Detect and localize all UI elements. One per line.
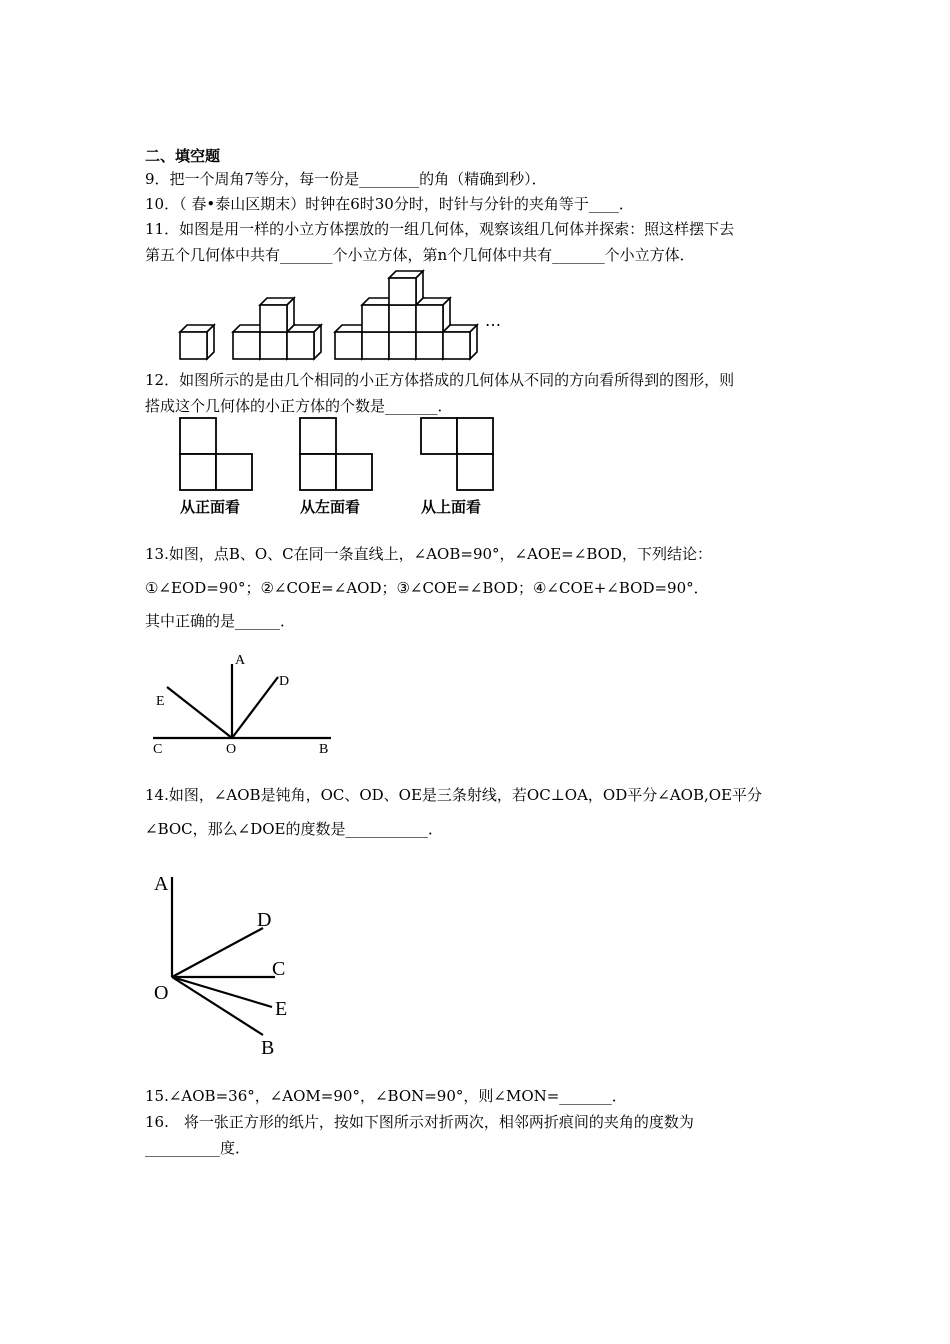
question-10: 10．（ 春•泰山区期末）时钟在6时30分时，时针与分针的夹角等于____． — [145, 195, 634, 213]
label-a: A — [154, 873, 169, 895]
question-13-line-3: 其中正确的是______． — [145, 612, 296, 630]
section-title: 二、填空题 — [145, 147, 221, 165]
top-view — [421, 418, 493, 490]
question-13-line-2: ①∠EOD=90°；②∠COE=∠AOD；③∠COE=∠BOD；④∠COE+∠BOD=90°． — [145, 579, 709, 597]
front-view — [180, 418, 252, 490]
ray-oe — [172, 977, 272, 1007]
ray-oe — [167, 687, 232, 738]
question-9: 9．把一个周角7等分，每一份是________的角（精确到秒）． — [145, 170, 547, 188]
cube-stack-3 — [335, 271, 477, 359]
angle-figure-13 — [145, 650, 345, 760]
left-view — [300, 418, 372, 490]
label-o: O — [154, 982, 169, 1004]
ray-ob — [172, 977, 263, 1035]
label-c: C — [272, 958, 286, 980]
question-12-line-2: 搭成这个几何体的小正方体的个数是_______． — [145, 397, 453, 415]
question-16-line-1: 16. 将一张正方形的纸片，按如下图所示对折两次，相邻两折痕间的夹角的度数为 — [145, 1113, 694, 1131]
angle-figure-14 — [150, 865, 310, 1065]
label-b: B — [319, 742, 329, 757]
label-c: C — [153, 742, 163, 757]
label-d: D — [257, 909, 272, 931]
label-b: B — [261, 1037, 275, 1059]
label-o: O — [226, 742, 237, 757]
caption-front: 从正面看 — [180, 498, 241, 516]
question-11-line-1: 11．如图是用一样的小立方体摆放的一组几何体，观察该组几何体并探索：照这样摆下去 — [145, 220, 735, 238]
label-e: E — [156, 694, 165, 709]
question-14-line-1: 14.如图，∠AOB是钝角，OC、OD、OE是三条射线，若OC⊥OA，OD平分∠AOB,OE平分 — [145, 786, 762, 804]
cube-stack-1 — [180, 325, 214, 359]
label-e: E — [275, 998, 288, 1020]
cube-stacks-figure — [170, 260, 510, 370]
ray-od — [232, 677, 278, 738]
label-d: D — [279, 674, 290, 689]
question-12-line-1: 12．如图所示的是由几个相同的小正方体搭成的几何体从不同的方向看所得到的图形，则 — [145, 371, 735, 389]
question-16-line-2: __________度． — [145, 1139, 251, 1157]
three-views-figure — [175, 415, 515, 520]
question-13-line-1: 13.如图，点B、O、C在同一条直线上，∠AOB=90°，∠AOE=∠BOD，下列结论： — [145, 545, 712, 563]
question-14-line-2: ∠BOC，那么∠DOE的度数是___________． — [145, 820, 443, 838]
ellipsis: … — [485, 311, 501, 330]
label-a: A — [235, 653, 246, 668]
question-11-line-2: 第五个几何体中共有_______个小立方体，第n个几何体中共有_______个小立方体． — [145, 246, 695, 264]
cube-stack-2 — [233, 298, 321, 359]
ray-od — [172, 928, 263, 977]
caption-top: 从上面看 — [421, 498, 482, 516]
question-15: 15.∠AOB=36°，∠AOM=90°，∠BON=90°，则∠MON=_______． — [145, 1087, 627, 1105]
caption-left: 从左面看 — [300, 498, 361, 516]
